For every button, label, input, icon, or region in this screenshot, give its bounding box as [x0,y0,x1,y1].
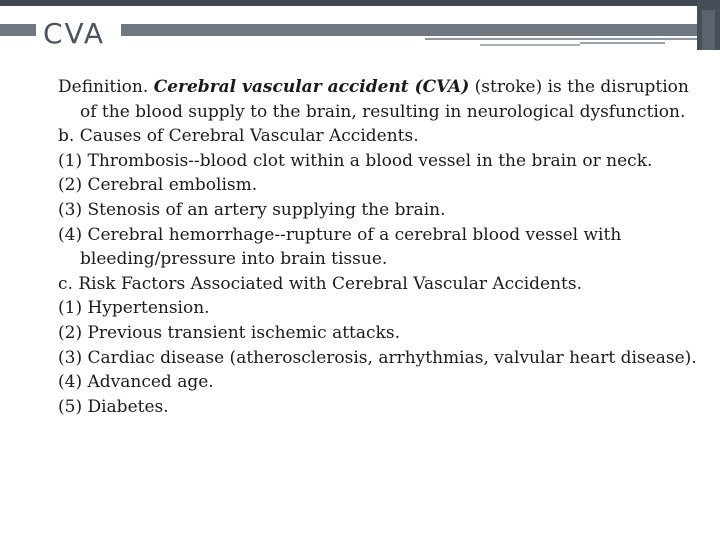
risk-item: (1) Hypertension. [58,298,210,319]
header-line-light [480,44,580,46]
corner-panel-inner [702,10,715,50]
definition-paragraph [58,75,708,124]
header-line-thin [425,38,710,40]
cause-item: (1) Thrombosis--blood clot within a blood vessel in the brain or neck. [58,150,653,171]
section-risk-heading: c. Risk Factors Associated with Cerebral Vascular Accidents. [58,273,583,294]
section-causes-heading: b. Causes of Cerebral Vascular Accidents. [58,126,419,147]
header-bar-top [0,0,720,6]
cause-item: (3) Stenosis of an artery supplying the brain. [58,199,446,220]
risk-item: (4) Advanced age. [58,372,214,393]
header-line-short [580,42,665,44]
slide-body [58,75,708,419]
slide-title: CVA [43,17,106,50]
cause-item: (2) Cerebral embolism. [58,175,258,196]
definition-prefix: Definition. [58,77,154,97]
risk-item: (3) Cardiac disease (atherosclerosis, arrhythmias, valvular heart disease). [58,347,697,368]
cause-item: (4) Cerebral hemorrhage--rupture of a cerebral blood vessel with bleeding/pressure into brain tissue. [58,224,622,270]
risk-item: (5) Diabetes. [58,396,169,417]
definition-term: Cerebral vascular accident (CVA) [153,77,470,97]
risk-item: (2) Previous transient ischemic attacks. [58,322,400,343]
definition-suffix: (stroke) is the disruption of the blood supply to the brain, resulting in neurological dysfunction. [80,77,689,122]
